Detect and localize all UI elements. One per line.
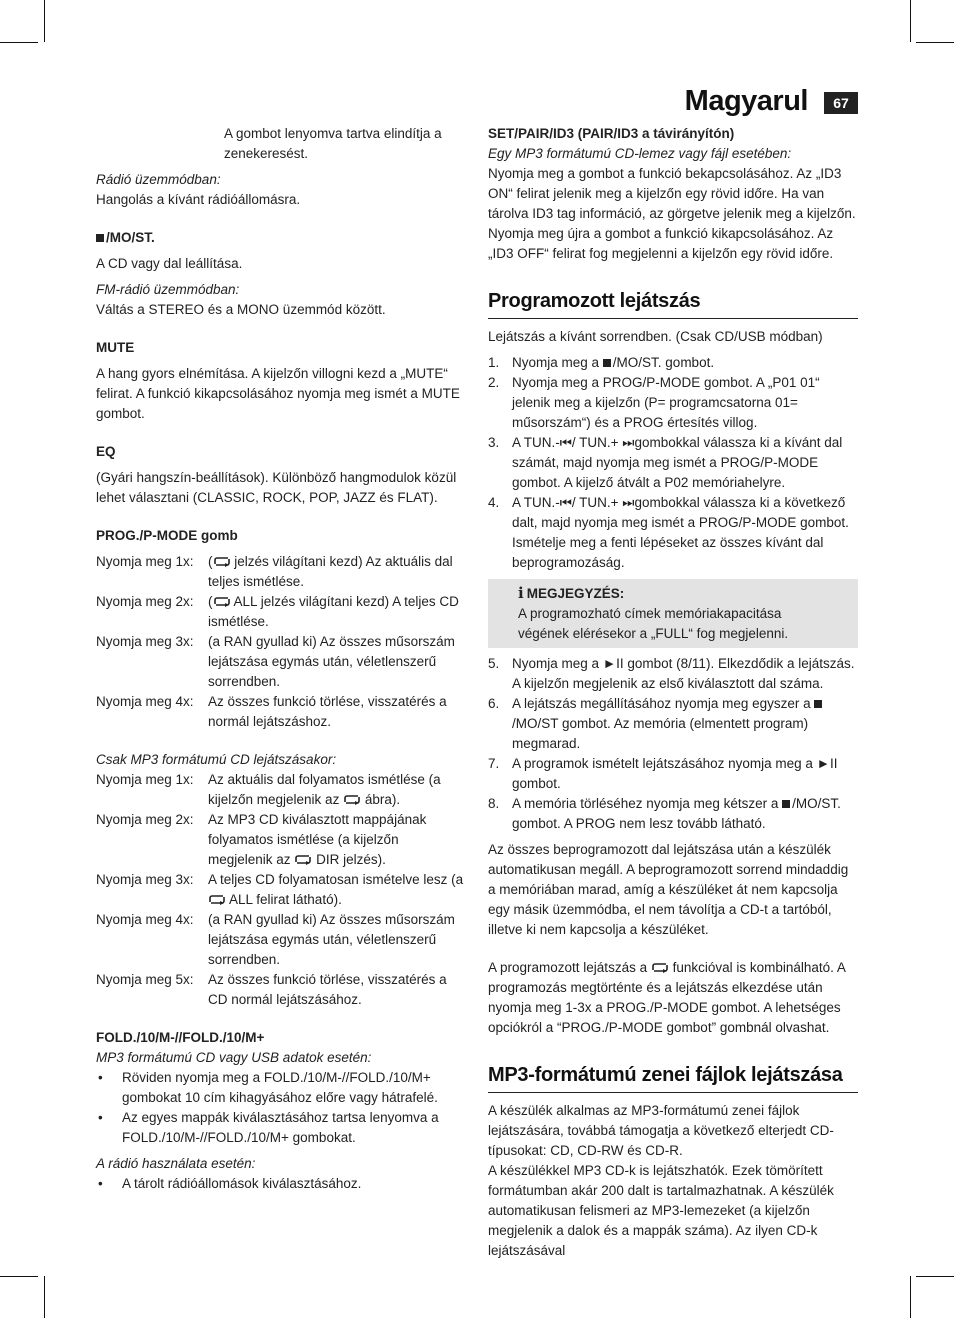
repeat-icon bbox=[213, 556, 231, 567]
mute-heading: MUTE bbox=[96, 340, 135, 355]
fold-label: MP3 formátumú CD vagy USB adatok esetén: bbox=[96, 1050, 372, 1065]
mute-text: A hang gyors elnémítása. A kijelzőn villogni kezd a „MUTE“ felirat. A funkció kikapcsolásához nyomja meg ismét a MUTE gombot. bbox=[96, 366, 460, 421]
list-item: 2. Nyomja meg a PROG/P-MODE gombot. A „P01 01“ jelenik meg a kijelzőn (P= programcsatorna 01= műsorszám“) és a PROG értesítés villog. bbox=[488, 375, 820, 430]
fm-label: FM-rádió üzemmódban: bbox=[96, 282, 240, 297]
repeat-icon bbox=[294, 854, 312, 865]
set-label: Egy MP3 formátumú CD-lemez vagy fájl esetében: bbox=[488, 146, 792, 161]
left-column bbox=[96, 124, 464, 1194]
fm-text: Váltás a STEREO és a MONO üzemmód között. bbox=[96, 302, 386, 317]
note-title: MEGJEGYZÉS: bbox=[526, 586, 625, 601]
list-item: 1. Nyomja meg a /MO/ST. gombot. bbox=[488, 355, 715, 370]
page-number: 67 bbox=[824, 92, 858, 114]
stop-icon bbox=[782, 800, 790, 808]
crop-mark bbox=[44, 1276, 45, 1318]
crop-mark bbox=[910, 0, 911, 42]
list-item: 8. A memória törléséhez nyomja meg kétszer a /MO/ST. gombot. A PROG nem lesz tovább látható. bbox=[488, 796, 841, 831]
section-title-mp3: MP3-formátumú zenei fájlok lejátszása bbox=[488, 1062, 858, 1093]
prog-row: Nyomja meg 4x: Az összes funkció törlése, visszatérés a normál lejátszáshoz. bbox=[96, 694, 447, 729]
intro-text: A gombot lenyomva tartva elindítja a zenekeresést. bbox=[224, 126, 442, 161]
stop-icon bbox=[814, 700, 822, 708]
prog-row: Nyomja meg 1x: ( jelzés világítani kezd) Az aktuális dal teljes ismétlése. bbox=[96, 554, 453, 589]
repeat-icon bbox=[208, 894, 226, 905]
radio-mode-label: Rádió üzemmódban: bbox=[96, 172, 221, 187]
combo-text: A programozott lejátszás a funkcióval is kombinálható. A programozás megtörténte és a lejátszás elkezdése után nyomja meg 1-3x a PROG./P-MODE gombot. A lehetséges opciókról a “PROG./P-MODE gombot” gombnál olvashat. bbox=[488, 960, 846, 1035]
prog-row: Nyomja meg 3x: (a RAN gyullad ki) Az összes műsorszám lejátszása egymás után, véletlenszerű sorrendben. bbox=[96, 634, 455, 689]
stop-heading: /MO/ST. bbox=[96, 228, 464, 248]
repeat-icon bbox=[343, 794, 361, 805]
set-text: Nyomja meg a gombot a funkció bekapcsolásához. Az „ID3 ON“ felirat jelenik meg a kijelzőn egy rövid időre. Ha van tárolva ID3 tag információ, az görgetve jelenik meg a kijelzőn. Nyomja meg újra a gombot a funkció kikapcsolásához. Az „ID3 OFF“ felirat fog megjelenni a kijelzőn egy rövid időre. bbox=[488, 166, 856, 261]
repeat-icon bbox=[213, 596, 231, 607]
mp3-text-2: A készülékkel MP3 CD-k is lejátszhatók. Ezek tömörített formátumban akár 200 dalt is tartalmazhatnak. A készülék automatikusan felismeri az MP3-lemezeket (a kijelzőn megjelenik a dalok és a mappák száma). Az ilyen CD-k lejátszásával bbox=[488, 1163, 834, 1258]
crop-mark bbox=[0, 1276, 38, 1277]
prog-heading: PROG./P-MODE gomb bbox=[96, 528, 238, 543]
right-column bbox=[488, 124, 858, 1261]
mp3-row: Nyomja meg 1x: Az aktuális dal folyamatos ismétlése (a kijelzőn megjelenik az ábra). bbox=[96, 772, 441, 807]
radio-use-label: A rádió használata esetén: bbox=[96, 1156, 256, 1171]
stop-text: A CD vagy dal leállítása. bbox=[96, 256, 243, 271]
list-item: 5. Nyomja meg a ►II gombot (8/11). Elkezdődik a lejátszás. A kijelzőn megjelenik az első kiválasztott dal száma. bbox=[488, 656, 855, 691]
steps-list bbox=[488, 654, 858, 834]
fold-heading: FOLD./10/M-//FOLD./10/M+ bbox=[96, 1030, 265, 1045]
info-icon: i bbox=[518, 584, 524, 602]
after-text: Az összes beprogramozott dal lejátszása után a készülék automatikusan megáll. A beprogramozott sorrend mindaddig a memóriában marad, amíg a készüléket át nem kapcsolja egy másik üzemmódba, el nem távolítja a CD-t a tartóból, illetve ki nem kapcsolja a készüléket. bbox=[488, 842, 849, 937]
mp3-only-label: Csak MP3 formátumú CD lejátszásakor: bbox=[96, 752, 337, 767]
crop-mark bbox=[916, 1276, 954, 1277]
eq-text: (Gyári hangszín-beállítások). Különböző hangmodulok közül lehet választani (CLASSIC, ROCK, POP, JAZZ és FLAT). bbox=[96, 470, 457, 505]
list-item: 3. A TUN.-⏮/ TUN.+ ⏭gombokkal válassza ki a kívánt dal számát, majd nyomja meg ismét a PROG/P-MODE gombot. A kijelző átvált a P02 memóriahelyre. bbox=[488, 435, 843, 490]
page-title: Magyarul bbox=[684, 85, 808, 117]
section-title-program: Programozott lejátszás bbox=[488, 288, 858, 319]
note-box bbox=[488, 579, 858, 648]
prog-intro: Lejátszás a kívánt sorrendben. (Csak CD/USB módban) bbox=[488, 329, 823, 344]
mp3-row: Nyomja meg 3x: A teljes CD folyamatosan ismételve lesz (a ALL felirat látható). bbox=[96, 872, 464, 907]
mp3-table bbox=[96, 770, 464, 1010]
crop-mark bbox=[910, 1276, 911, 1318]
list-item: 4. A TUN.-⏮/ TUN.+ ⏭gombokkal válassza ki a következő dalt, majd nyomja meg ismét a PROG/P-MODE gombot. Ismételje meg a fenti lépéseket az összes kívánt dal beprogramozáság. bbox=[488, 495, 849, 570]
mp3-text-1: A készülék alkalmas az MP3-formátumú zenei fájlok lejátszására, továbbá támogatja a következő elterjedt CD-típusokat: CD, CD-RW és CD-R. bbox=[488, 1103, 834, 1158]
mp3-row: Nyomja meg 2x: Az MP3 CD kiválasztott mappájának folyamatos ismétlése (a kijelzőn megjelenik az DIR jelzés). bbox=[96, 812, 427, 867]
crop-mark bbox=[0, 42, 38, 43]
mp3-row: Nyomja meg 5x: Az összes funkció törlése, visszatérés a CD normál lejátszásához. bbox=[96, 972, 447, 1007]
steps-list bbox=[488, 353, 858, 573]
list-item: • A tárolt rádióállomások kiválasztásához. bbox=[98, 1176, 362, 1191]
prog-table bbox=[96, 552, 464, 732]
list-item: 6. A lejátszás megállításához nyomja meg egyszer a /MO/ST gombot. Az memória (elmentett program) megmarad. bbox=[488, 694, 858, 754]
crop-mark bbox=[916, 42, 954, 43]
note-text: A programozható címek memóriakapacitása végének elérésekor a „FULL“ fog megjelenni. bbox=[518, 606, 789, 641]
prog-row: Nyomja meg 2x: ( ALL jelzés világítani kezd) A teljes CD ismétlése. bbox=[96, 594, 459, 629]
set-heading: SET/PAIR/ID3 (PAIR/ID3 a távirányítón) bbox=[488, 126, 735, 141]
stop-icon bbox=[603, 359, 611, 367]
mp3-row: Nyomja meg 4x: (a RAN gyullad ki) Az összes műsorszám lejátszása egymás után, véletlenszerű sorrendben. bbox=[96, 912, 455, 967]
list-item: • Röviden nyomja meg a FOLD./10/M-//FOLD./10/M+ gombokat 10 cím kihagyásához előre vagy hátrafelé. bbox=[98, 1070, 438, 1105]
list-item: 7. A programok ismételt lejátszásához nyomja meg a ►II gombot. bbox=[488, 756, 838, 791]
list-item: • Az egyes mappák kiválasztásához tartsa lenyomva a FOLD./10/M-//FOLD./10/M+ gombokat. bbox=[98, 1110, 439, 1145]
stop-icon bbox=[96, 234, 104, 242]
radio-mode-text: Hangolás a kívánt rádióállomásra. bbox=[96, 192, 301, 207]
repeat-icon bbox=[651, 962, 669, 973]
crop-mark bbox=[44, 0, 45, 42]
eq-heading: EQ bbox=[96, 444, 116, 459]
